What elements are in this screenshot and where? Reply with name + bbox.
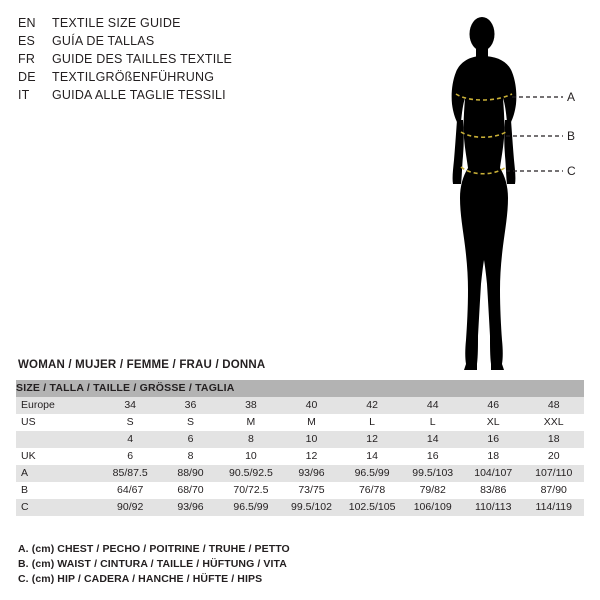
cell: 68/70: [160, 482, 220, 499]
language-code: FR: [18, 52, 36, 66]
cell: XL: [463, 414, 523, 431]
language-code: IT: [18, 88, 30, 102]
cell: S: [100, 414, 160, 431]
cell: 99.5/102: [281, 499, 342, 516]
cell: 8: [221, 431, 282, 448]
silhouette-icon: [420, 8, 595, 378]
language-row: [18, 14, 318, 32]
table-row: [16, 431, 584, 448]
table-row: [16, 397, 584, 414]
cell: 40: [281, 397, 342, 414]
cell: 73/75: [281, 482, 342, 499]
cell: 83/86: [463, 482, 523, 499]
cell: 90.5/92.5: [221, 465, 282, 482]
table-row: [16, 499, 584, 516]
cell: 6: [100, 448, 160, 465]
cell: 34: [100, 397, 160, 414]
row-label: C: [16, 499, 100, 516]
cell: 76/78: [342, 482, 403, 499]
cell: L: [342, 414, 403, 431]
cell: 36: [160, 397, 220, 414]
language-title: GUIDE DES TAILLES TEXTILE: [52, 52, 233, 66]
cell: 42: [342, 397, 403, 414]
cell: 114/119: [523, 499, 584, 516]
cell: 16: [402, 448, 463, 465]
cell: 20: [523, 448, 584, 465]
cell: 10: [281, 431, 342, 448]
table-header-row: [16, 380, 584, 397]
cell: S: [160, 414, 220, 431]
row-label: B: [16, 482, 100, 499]
language-title: TEXTILGRÖßENFÜHRUNG: [52, 70, 215, 84]
measurement-notes: [18, 542, 578, 587]
cell: 93/96: [160, 499, 220, 516]
female-silhouette-figure: [420, 8, 595, 378]
cell: 46: [463, 397, 523, 414]
language-title: GUÍA DE TALLAS: [52, 34, 155, 48]
cell: 93/96: [281, 465, 342, 482]
size-table-wrapper: [16, 380, 584, 516]
cell: 79/82: [402, 482, 463, 499]
cell: 48: [523, 397, 584, 414]
cell: 96.5/99: [342, 465, 403, 482]
marker-label-c: C: [567, 164, 576, 178]
cell: 85/87.5: [100, 465, 160, 482]
marker-label-a: A: [567, 90, 576, 104]
language-code: EN: [18, 16, 36, 30]
language-title: TEXTILE SIZE GUIDE: [52, 16, 181, 30]
cell: 87/90: [523, 482, 584, 499]
cell: 88/90: [160, 465, 220, 482]
cell: M: [221, 414, 282, 431]
language-row: [18, 50, 318, 68]
language-title: GUIDA ALLE TAGLIE TESSILI: [52, 88, 226, 102]
cell: 12: [342, 431, 403, 448]
table-column-header: SIZE / TALLA / TAILLE / GRÖSSE / TAGLIA: [16, 380, 584, 397]
language-code: ES: [18, 34, 36, 48]
row-label: US: [16, 414, 100, 431]
language-title-list: [18, 14, 318, 104]
cell: 96.5/99: [221, 499, 282, 516]
table-row: [16, 465, 584, 482]
cell: 90/92: [100, 499, 160, 516]
table-row: [16, 414, 584, 431]
cell: 102.5/105: [342, 499, 403, 516]
cell: 6: [160, 431, 220, 448]
note-waist: B. (cm) WAIST / CINTURA / TAILLE / HÜFTUNG / VITA: [18, 558, 287, 570]
cell: 16: [463, 431, 523, 448]
size-table: [16, 380, 584, 516]
row-label: Europe: [16, 397, 100, 414]
cell: 8: [160, 448, 220, 465]
cell: 18: [463, 448, 523, 465]
cell: 107/110: [523, 465, 584, 482]
cell: 106/109: [402, 499, 463, 516]
cell: 38: [221, 397, 282, 414]
note-hip: C. (cm) HIP / CADERA / HANCHE / HÜFTE / HIPS: [18, 573, 263, 585]
cell: 18: [523, 431, 584, 448]
group-heading: WOMAN / MUJER / FEMME / FRAU / DONNA: [18, 359, 266, 371]
cell: 4: [100, 431, 160, 448]
cell: 12: [281, 448, 342, 465]
cell: M: [281, 414, 342, 431]
marker-label-b: B: [567, 129, 576, 143]
language-row: [18, 68, 318, 86]
cell: 70/72.5: [221, 482, 282, 499]
cell: 44: [402, 397, 463, 414]
cell: 14: [342, 448, 403, 465]
table-row: [16, 448, 584, 465]
cell: 104/107: [463, 465, 523, 482]
row-label: [16, 431, 100, 448]
cell: 64/67: [100, 482, 160, 499]
language-row: [18, 86, 318, 104]
cell: 10: [221, 448, 282, 465]
row-label: UK: [16, 448, 100, 465]
row-label: A: [16, 465, 100, 482]
cell: XXL: [523, 414, 584, 431]
cell: 14: [402, 431, 463, 448]
note-chest: A. (cm) CHEST / PECHO / POITRINE / TRUHE / PETTO: [18, 543, 290, 555]
cell: L: [402, 414, 463, 431]
language-row: [18, 32, 318, 50]
language-code: DE: [18, 70, 36, 84]
cell: 110/113: [463, 499, 523, 516]
cell: 99.5/103: [402, 465, 463, 482]
table-row: [16, 482, 584, 499]
